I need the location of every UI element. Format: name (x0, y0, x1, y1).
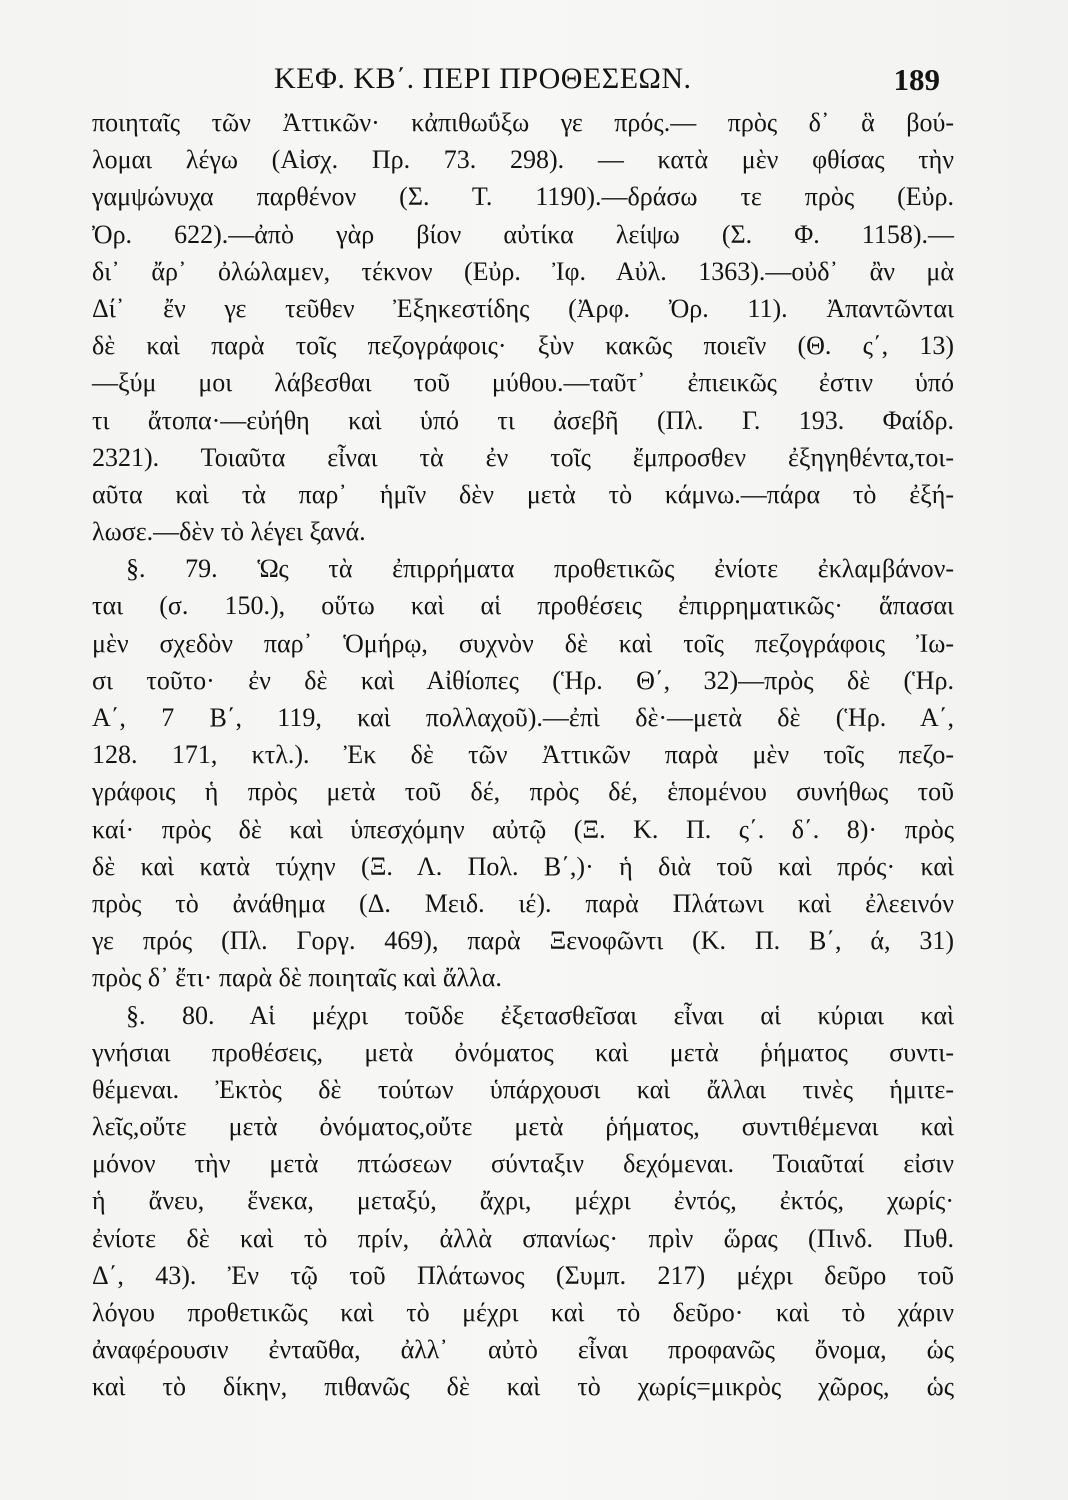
text-line: θέμεναι. Ἐκτὸς δὲ τούτων ὑπάρχουσι καὶ ἄλλαι τινὲς ἡμιτε- (92, 1074, 954, 1104)
text-line: πρὸς τὸ ἀνάθημα (Δ. Μειδ. ιέ). παρὰ Πλάτωνι καὶ ἐλεεινόν (92, 888, 954, 918)
text-line: ποιηταῖς τῶν Ἀττικῶν· κἀπιθωΰξω γε πρός.— πρὸς δ᾽ ἃ βού- (92, 108, 954, 137)
text-line: δι᾽ ἄρ᾽ ὀλώλαμεν, τέκνον (Εὐρ. Ἰφ. Αὐλ. 1363).—οὐδ᾽ ἂν μὰ (92, 256, 954, 286)
body-text (92, 104, 954, 1406)
text-line: ἐνίοτε δὲ καὶ τὸ πρίν, ἀλλὰ σπανίως· πρὶν ὥρας (Πινδ. Πυθ. (92, 1223, 954, 1253)
text-line: ται (σ. 150.), οὕτω καὶ αἱ προθέσεις ἐπιρρηματικῶς· ἅπασαι (92, 591, 954, 621)
text-line: Δί᾽ ἔν γε τεῦθεν Ἐξηκεστίδης (Ἀρφ. Ὀρ. 11). Ἀπαντῶνται (92, 293, 954, 323)
running-title: ΚΕΦ. ΚΒ΄. ΠΕΡΙ ΠΡΟΘΕΣΕΩΝ. (274, 62, 692, 95)
text-line: γαμψώνυχα παρθένον (Σ. Τ. 1190).—δράσω τε πρὸς (Εὐρ. (92, 182, 954, 212)
text-line: γνήσιαι προθέσεις, μετὰ ὀνόματος καὶ μετὰ ῥήματος συντι- (92, 1037, 954, 1067)
text-line: σι τοῦτο· ἐν δὲ καὶ Αἰθίοπες (Ἡρ. Θ΄, 32)—πρὸς δὲ (Ἡρ. (92, 665, 954, 695)
text-line: τι ἄτοπα·—εὐήθη καὶ ὑπό τι ἀσεβῆ (Πλ. Γ. 193. Φαίδρ. (92, 405, 954, 435)
text-line: λεῖς,οὔτε μετὰ ὀνόματος,οὔτε μετὰ ῥήματος, συντιθέμεναι καὶ (92, 1112, 954, 1142)
text-line: μόνον τὴν μετὰ πτώσεων σύνταξιν δεχόμεναι. Τοιαῦταί εἰσιν (92, 1149, 954, 1179)
text-line: λομαι λέγω (Αἰσχ. Πρ. 73. 298). — κατὰ μὲν φθίσας τὴν (92, 145, 954, 175)
text-line: Δ΄, 43). Ἐν τῷ τοῦ Πλάτωνος (Συμπ. 217) μέχρι δεῦρο τοῦ (92, 1260, 954, 1290)
text-line: —ξύμ μοι λάβεσθαι τοῦ μύθου.—ταῦτ᾽ ἐπιεικῶς ἐστιν ὑπό (92, 368, 954, 398)
text-line: γε πρός (Πλ. Γοργ. 469), παρὰ Ξενοφῶντι (Κ. Π. Β΄, ά, 31) (92, 926, 954, 956)
text-line: πρὸς δ᾽ ἔτι· παρὰ δὲ ποιηταῖς καὶ ἄλλα. (92, 963, 502, 993)
text-line: ἡ ἄνευ, ἕνεκα, μεταξύ, ἄχρι, μέχρι ἐντός, ἐκτός, χωρίς· (92, 1186, 954, 1216)
text-line: §. 80. Αἱ μέχρι τοῦδε ἐξετασθεῖσαι εἶναι αἱ κύριαι καὶ (126, 1000, 954, 1030)
text-line: καὶ τὸ δίκην, πιθανῶς δὲ καὶ τὸ χωρίς=μικρὸς χῶρος, ὡς (92, 1372, 954, 1402)
text-line: Ὀρ. 622).—ἀπὸ γὰρ βίον αὐτίκα λείψω (Σ. Φ. 1158).— (92, 219, 954, 249)
text-line: Α΄, 7 Β΄, 119, καὶ πολλαχοῦ).—ἐπὶ δὲ·—μετὰ δὲ (Ἡρ. Α΄, (92, 703, 954, 732)
text-line: καί· πρὸς δὲ καὶ ὑπεσχόμην αὐτῷ (Ξ. Κ. Π. ς΄. δ΄. 8)· πρὸς (92, 814, 954, 844)
text-line: ἀναφέρουσιν ἐνταῦθα, ἀλλ᾽ αὐτὸ εἶναι προφανῶς ὄνομα, ὡς (92, 1335, 954, 1365)
text-line: αῦτα καὶ τὰ παρ᾽ ἡμῖν δὲν μετὰ τὸ κάμνω.—πάρα τὸ ἐξή- (92, 479, 954, 509)
text-line: §. 79. Ὡς τὰ ἐπιρρήματα προθετικῶς ἐνίοτε ἐκλαμβάνον- (126, 554, 954, 584)
text-line: λόγου προθετικῶς καὶ τὸ μέχρι καὶ τὸ δεῦρο· καὶ τὸ χάριν (92, 1298, 954, 1327)
page-number: 189 (893, 62, 940, 97)
text-line: γράφοις ἡ πρὸς μετὰ τοῦ δέ, πρὸς δέ, ἑπομένου συνήθως τοῦ (92, 777, 954, 807)
text-line: 2321). Τοιαῦτα εἶναι τὰ ἐν τοῖς ἔμπροσθεν ἐξηγηθέντα,τοι- (92, 442, 954, 472)
page-header (274, 62, 954, 110)
text-line: μὲν σχεδὸν παρ᾽ Ὁμήρῳ, συχνὸν δὲ καὶ τοῖς πεζογράφοις Ἰω- (92, 628, 954, 658)
text-line: λωσε.—δὲν τὸ λέγει ξανά. (92, 517, 366, 547)
text-line: δὲ καὶ κατὰ τύχην (Ξ. Λ. Πολ. Β΄,)· ἡ διὰ τοῦ καὶ πρός· καὶ (92, 851, 954, 881)
text-line: δὲ καὶ παρὰ τοῖς πεζογράφοις· ξὺν κακῶς ποιεῖν (Θ. ς΄, 13) (92, 331, 954, 361)
text-line: 128. 171, κτλ.). Ἐκ δὲ τῶν Ἀττικῶν παρὰ μὲν τοῖς πεζο- (92, 740, 954, 770)
